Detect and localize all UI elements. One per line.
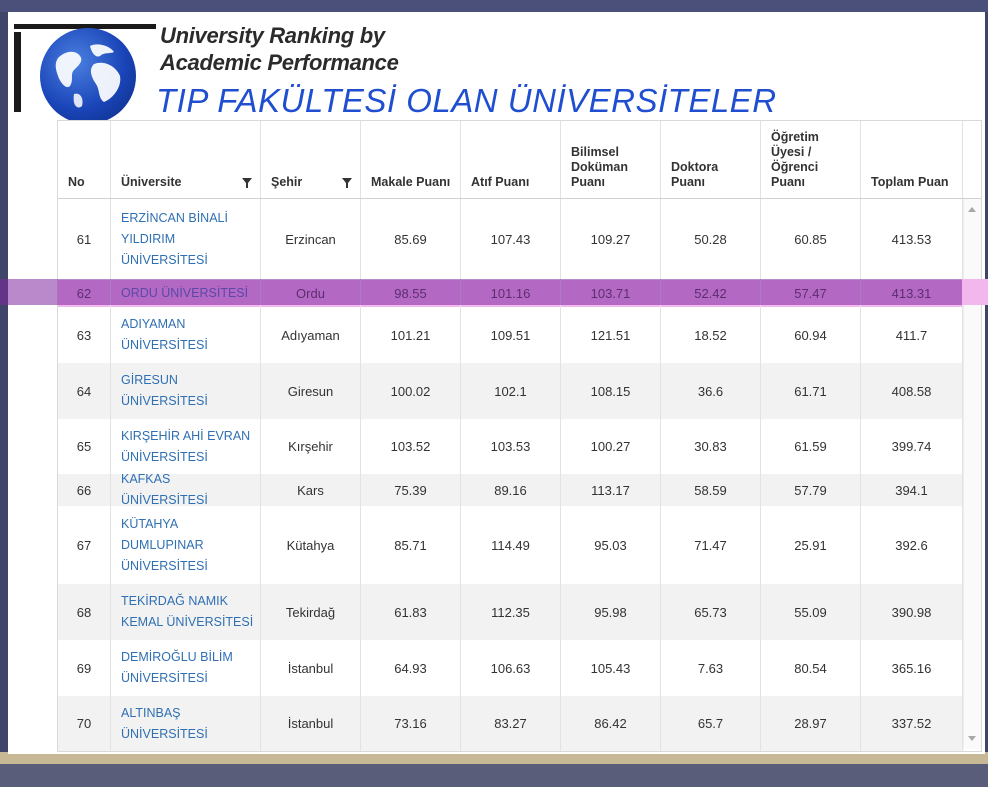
- cell-makale: [361, 363, 461, 419]
- cell-bilimsel: [561, 696, 661, 751]
- cell-value: 61.71: [794, 383, 827, 399]
- cell-university[interactable]: [111, 363, 261, 419]
- cell-value: 85.71: [394, 537, 427, 553]
- globe-logo-icon: [40, 28, 136, 124]
- university-link[interactable]: TEKİRDAĞ NAMIK KEMAL ÜNİVERSİTESİ: [121, 594, 254, 629]
- page-title: TIP FAKÜLTESİ OLAN ÜNİVERSİTELER: [156, 82, 777, 119]
- cell-makale: [361, 199, 461, 280]
- cell-value: 394.1: [895, 482, 928, 498]
- table-row[interactable]: [58, 696, 963, 751]
- cell-ogretim: [761, 307, 861, 363]
- cell-value: 18.52: [694, 327, 727, 343]
- cell-doktora: [661, 506, 761, 584]
- cell-value: 69: [76, 660, 92, 676]
- cell-value: 121.51: [590, 327, 631, 343]
- background-top-bar: [0, 0, 988, 12]
- cell-doktora: [661, 640, 761, 696]
- cell-value: 30.83: [694, 439, 727, 454]
- cell-value: 75.39: [394, 482, 427, 498]
- cell-bilimsel: [561, 640, 661, 696]
- cell-toplam: [861, 696, 963, 751]
- cell-value: 112.35: [491, 604, 530, 620]
- cell-value: 103.53: [490, 439, 531, 454]
- cell-toplam: [861, 640, 963, 696]
- header-no[interactable]: No: [58, 121, 111, 198]
- cell-no: [58, 199, 111, 280]
- table-row[interactable]: [58, 307, 963, 363]
- cell-toplam: [861, 363, 963, 419]
- cell-university[interactable]: [111, 474, 261, 506]
- cell-bilimsel: [561, 363, 661, 419]
- header-university[interactable]: Üniversite: [111, 121, 261, 198]
- cell-toplam: [861, 584, 963, 640]
- cell-city: [261, 506, 361, 584]
- cell-ogretim: [761, 506, 861, 584]
- cell-ogretim: [761, 363, 861, 419]
- cell-value: 71.47: [694, 537, 727, 553]
- header-atif[interactable]: Atıf Puanı: [461, 121, 561, 198]
- cell-value: 365.16: [891, 660, 932, 676]
- cell-value: 73.16: [394, 716, 427, 731]
- cell-no: [58, 696, 111, 751]
- ranking-table: [57, 120, 982, 752]
- scroll-down-arrow-icon[interactable]: [968, 736, 976, 741]
- cell-value: 109.51: [490, 327, 531, 343]
- cell-ogretim: [761, 640, 861, 696]
- cell-value: Adıyaman: [281, 327, 340, 343]
- background-bottom-band: [0, 764, 988, 787]
- cell-value: 65: [76, 439, 92, 454]
- cell-bilimsel: [561, 199, 661, 280]
- cell-doktora: [661, 474, 761, 506]
- cell-makale: [361, 419, 461, 474]
- cell-ogretim: [761, 419, 861, 474]
- highlight-marker-band: [0, 279, 988, 305]
- cell-value: 107.43: [490, 232, 531, 247]
- cell-no: [58, 363, 111, 419]
- cell-makale: [361, 640, 461, 696]
- decorative-pole: [14, 32, 21, 112]
- cell-no: [58, 640, 111, 696]
- cell-value: 100.02: [390, 383, 431, 399]
- cell-value: 61: [76, 232, 92, 247]
- cell-value: 108.15: [590, 383, 631, 399]
- cell-city: [261, 640, 361, 696]
- cell-atif: [461, 584, 561, 640]
- header-toplam[interactable]: Toplam Puan: [861, 121, 963, 198]
- filter-icon[interactable]: [342, 178, 352, 188]
- table-row[interactable]: [58, 640, 963, 696]
- cell-university[interactable]: [111, 199, 261, 280]
- cell-value: 86.42: [594, 716, 627, 731]
- cell-value: Kütahya: [286, 537, 335, 553]
- cell-city: [261, 696, 361, 751]
- cell-atif: [461, 640, 561, 696]
- cell-value: 413.53: [891, 232, 932, 247]
- cell-value: 60.85: [794, 232, 827, 247]
- cell-value: 66: [76, 482, 92, 498]
- cell-value: Erzincan: [285, 232, 336, 247]
- scroll-up-arrow-icon[interactable]: [968, 207, 976, 212]
- cell-value: Tekirdağ: [285, 604, 336, 620]
- table-row[interactable]: [58, 419, 963, 474]
- cell-makale: [361, 696, 461, 751]
- table-row[interactable]: [58, 199, 963, 280]
- cell-value: 25.91: [794, 537, 827, 553]
- cell-university[interactable]: [111, 307, 261, 363]
- cell-ogretim: [761, 584, 861, 640]
- university-link[interactable]: KÜTAHYA DUMLUPINAR ÜNİVERSİTESİ: [121, 516, 208, 573]
- cell-value: 113.17: [591, 482, 630, 498]
- filter-icon[interactable]: [242, 178, 252, 188]
- cell-value: 95.03: [594, 537, 627, 553]
- cell-value: 337.52: [891, 716, 932, 731]
- cell-value: 65.73: [694, 604, 727, 620]
- cell-bilimsel: [561, 584, 661, 640]
- header-ogretim[interactable]: Öğretim Üyesi / Öğrenci Puanı: [761, 121, 861, 198]
- table-row[interactable]: [58, 474, 963, 506]
- cell-bilimsel: [561, 474, 661, 506]
- cell-bilimsel: [561, 307, 661, 363]
- cell-city: [261, 584, 361, 640]
- cell-makale: [361, 584, 461, 640]
- cell-value: 61.83: [394, 604, 427, 620]
- cell-value: 85.69: [394, 232, 427, 247]
- cell-makale: [361, 506, 461, 584]
- university-link[interactable]: ALTINBAŞ ÜNİVERSİTESİ: [121, 705, 208, 741]
- cell-value: 28.97: [794, 716, 827, 731]
- cell-toplam: [861, 307, 963, 363]
- cell-value: 95.98: [594, 604, 627, 620]
- cell-atif: [461, 506, 561, 584]
- cell-value: 68: [76, 604, 92, 620]
- cell-ogretim: [761, 474, 861, 506]
- highlight-marker-band-end: [962, 279, 988, 305]
- table-row[interactable]: [58, 506, 963, 584]
- cell-city: [261, 474, 361, 506]
- cell-toplam: [861, 506, 963, 584]
- cell-atif: [461, 363, 561, 419]
- cell-atif: [461, 199, 561, 280]
- cell-doktora: [661, 696, 761, 751]
- cell-value: 89.16: [494, 482, 527, 498]
- brand-title-line1: University Ranking by: [160, 23, 385, 48]
- cell-university[interactable]: [111, 640, 261, 696]
- cell-bilimsel: [561, 506, 661, 584]
- cell-makale: [361, 474, 461, 506]
- cell-no: [58, 307, 111, 363]
- cell-value: 411.7: [895, 327, 928, 343]
- cell-value: 399.74: [891, 439, 932, 454]
- table-row[interactable]: [58, 584, 963, 640]
- cell-toplam: [861, 474, 963, 506]
- cell-value: 60.94: [794, 327, 827, 343]
- table-header: [58, 121, 981, 199]
- cell-value: 50.28: [694, 232, 727, 247]
- cell-makale: [361, 307, 461, 363]
- brand-title-line2: Academic Performance: [160, 50, 399, 75]
- university-link[interactable]: KIRŞEHİR AHİ EVRAN ÜNİVERSİTESİ: [121, 428, 251, 464]
- table-row[interactable]: [58, 363, 963, 419]
- cell-value: İstanbul: [287, 660, 334, 676]
- cell-value: 390.98: [891, 604, 932, 620]
- cell-no: [58, 506, 111, 584]
- cell-value: 100.27: [590, 439, 631, 454]
- cell-city: [261, 199, 361, 280]
- university-link[interactable]: GİRESUN ÜNİVERSİTESİ: [121, 373, 208, 408]
- cell-no: [58, 474, 111, 506]
- cell-doktora: [661, 199, 761, 280]
- cell-value: 64.93: [394, 660, 427, 676]
- university-link[interactable]: DEMİROĞLU BİLİM ÜNİVERSİTESİ: [121, 650, 233, 685]
- header-city[interactable]: Şehir: [261, 121, 361, 198]
- cell-atif: [461, 419, 561, 474]
- cell-value: 7.63: [697, 660, 724, 676]
- cell-value: 55.09: [794, 604, 827, 620]
- header-makale[interactable]: Makale Puanı: [361, 121, 461, 198]
- cell-value: 103.52: [390, 439, 431, 454]
- cell-toplam: [861, 199, 963, 280]
- cell-value: Kırşehir: [288, 439, 333, 454]
- university-link[interactable]: ERZİNCAN BİNALİ YILDIRIM ÜNİVERSİTESİ: [121, 211, 228, 267]
- header-bilimsel[interactable]: Bilimsel Doküman Puanı: [561, 121, 661, 198]
- cell-city: [261, 363, 361, 419]
- cell-toplam: [861, 419, 963, 474]
- cell-value: Giresun: [287, 383, 334, 399]
- cell-value: 102.1: [494, 383, 527, 399]
- cell-value: 114.49: [491, 537, 530, 553]
- cell-doktora: [661, 307, 761, 363]
- cell-value: 101.21: [390, 327, 431, 343]
- cell-ogretim: [761, 199, 861, 280]
- cell-doktora: [661, 363, 761, 419]
- cell-university[interactable]: [111, 419, 261, 474]
- cell-value: İstanbul: [287, 716, 334, 731]
- university-link[interactable]: KAFKAS ÜNİVERSİTESİ: [121, 472, 208, 507]
- cell-value: 58.59: [694, 482, 727, 498]
- cell-value: 392.6: [895, 537, 928, 553]
- cell-city: [261, 419, 361, 474]
- cell-no: [58, 419, 111, 474]
- cell-city: [261, 307, 361, 363]
- cell-doktora: [661, 584, 761, 640]
- cell-value: 64: [76, 383, 92, 399]
- cell-no: [58, 584, 111, 640]
- cell-value: 63: [76, 327, 92, 343]
- cell-value: 105.43: [590, 660, 631, 676]
- cell-value: 36.6: [697, 383, 724, 399]
- cell-atif: [461, 307, 561, 363]
- cell-value: 70: [76, 716, 92, 731]
- cell-value: 57.79: [794, 482, 827, 498]
- cell-value: 61.59: [794, 439, 827, 454]
- cell-value: Kars: [297, 482, 324, 498]
- cell-value: 80.54: [794, 660, 827, 676]
- cell-value: 83.27: [494, 716, 527, 731]
- cell-ogretim: [761, 696, 861, 751]
- cell-university[interactable]: [111, 506, 261, 584]
- cell-bilimsel: [561, 419, 661, 474]
- cell-atif: [461, 474, 561, 506]
- cell-atif: [461, 696, 561, 751]
- cell-doktora: [661, 419, 761, 474]
- header-doktora[interactable]: Doktora Puanı: [661, 121, 761, 198]
- university-link[interactable]: ADIYAMAN ÜNİVERSİTESİ: [121, 317, 208, 352]
- cell-value: 408.58: [891, 383, 932, 399]
- cell-university[interactable]: [111, 696, 261, 751]
- cell-value: 65.7: [697, 716, 724, 731]
- cell-value: 106.63: [490, 660, 531, 676]
- cell-university[interactable]: [111, 584, 261, 640]
- cell-value: 67: [76, 537, 92, 553]
- cell-value: 109.27: [590, 232, 631, 247]
